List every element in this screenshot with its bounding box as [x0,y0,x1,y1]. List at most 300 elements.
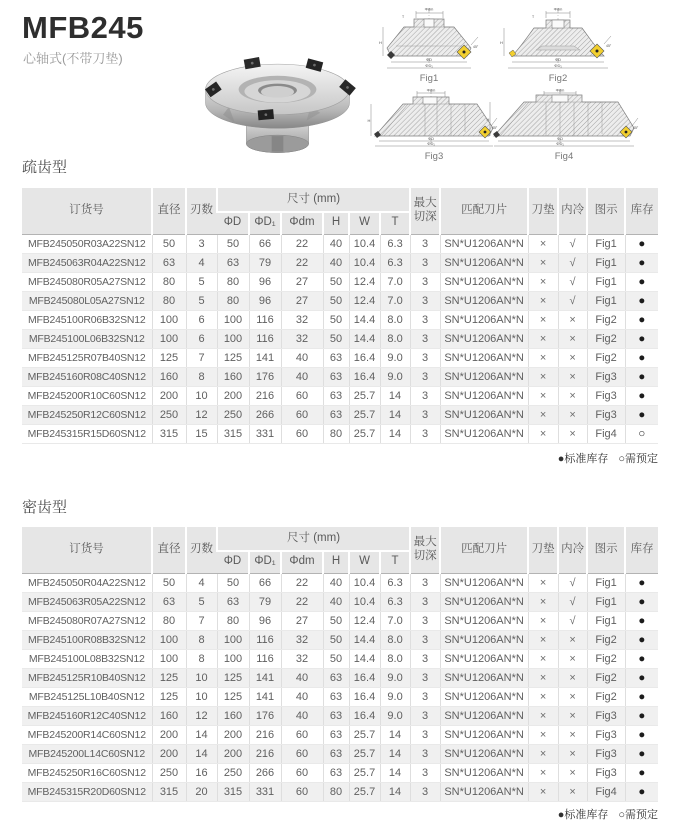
t-cell: 14 [380,782,410,801]
figure-ref-cell: Fig3 [587,744,625,763]
h-cell: 63 [323,405,349,424]
col-header-phi-dm: Φdm [281,551,323,573]
shim-cell: × [528,706,558,725]
diameter-cell: 80 [152,272,186,291]
section-title-coarse-pitch: 疏齿型 [22,159,68,176]
figure-ref-cell: Fig2 [587,348,625,367]
svg-text:Φdm: Φdm [424,6,434,12]
phi-d1-cell: 79 [249,253,281,272]
table-row [22,310,658,329]
phi-d1-cell: 331 [249,424,281,443]
phi-d-cell: 100 [217,630,249,649]
phi-d1-cell: 141 [249,687,281,706]
figure-ref-cell: Fig1 [587,272,625,291]
coolant-cell: × [558,348,587,367]
phi-d1-cell: 96 [249,611,281,630]
phi-d-cell: 63 [217,592,249,611]
shim-cell: × [528,386,558,405]
diameter-cell: 80 [152,611,186,630]
w-cell: 10.4 [349,592,380,611]
diameter-cell: 250 [152,405,186,424]
stock-cell: ● [625,611,658,630]
t-cell: 9.0 [380,367,410,386]
teeth-cell: 10 [186,687,217,706]
order-no-cell: MFB245063R04A22SN12 [22,253,152,272]
diameter-cell: 100 [152,649,186,668]
fig2-drawing [496,6,620,72]
max-depth-cell: 3 [410,630,440,649]
phi-d1-cell: 266 [249,405,281,424]
t-cell: 14 [380,744,410,763]
t-cell: 9.0 [380,687,410,706]
stock-cell: ● [625,253,658,272]
stock-cell: ● [625,272,658,291]
phi-d1-cell: 96 [249,272,281,291]
order-no-cell: MFB245315R15D60SN12 [22,424,152,443]
phi-d-cell: 315 [217,424,249,443]
svg-text:ΦD₁: ΦD₁ [556,141,564,146]
table-row [22,611,658,630]
col-header-phi-d1: ΦD₁ [249,551,281,573]
shim-cell: × [528,310,558,329]
phi-dm-cell: 60 [281,405,323,424]
w-cell: 14.4 [349,329,380,348]
teeth-cell: 6 [186,329,217,348]
h-cell: 50 [323,630,349,649]
table-row [22,367,658,386]
table-row [22,725,658,744]
phi-dm-cell: 32 [281,649,323,668]
table-row [22,386,658,405]
coolant-cell: √ [558,592,587,611]
teeth-cell: 20 [186,782,217,801]
phi-dm-cell: 22 [281,573,323,592]
col-header-t: T [380,551,410,573]
phi-dm-cell: 22 [281,234,323,253]
stock-cell: ● [625,744,658,763]
diameter-cell: 63 [152,592,186,611]
svg-text:H: H [500,40,503,45]
stock-cell: ● [625,630,658,649]
shim-cell: × [528,630,558,649]
col-header-t: T [380,212,410,234]
max-depth-cell: 3 [410,424,440,443]
max-depth-cell: 3 [410,706,440,725]
phi-d-cell: 50 [217,234,249,253]
coolant-cell: × [558,386,587,405]
max-depth-cell: 3 [410,611,440,630]
t-cell: 8.0 [380,630,410,649]
teeth-cell: 10 [186,668,217,687]
insert-cell: SN*U1206AN*N [440,592,528,611]
col-header-order-no: 订货号 [22,188,152,234]
col-header-teeth: 刃数 [186,188,217,234]
figure-caption-fig4: Fig4 [554,151,574,162]
phi-d-cell: 80 [217,291,249,310]
stock-cell: ● [625,763,658,782]
teeth-cell: 4 [186,573,217,592]
shim-cell: × [528,405,558,424]
insert-cell: SN*U1206AN*N [440,234,528,253]
phi-d1-cell: 116 [249,329,281,348]
diameter-cell: 250 [152,763,186,782]
phi-dm-cell: 60 [281,782,323,801]
phi-d-cell: 100 [217,310,249,329]
phi-d1-cell: 216 [249,744,281,763]
figure-ref-cell: Fig3 [587,367,625,386]
t-cell: 8.0 [380,649,410,668]
stock-cell: ● [625,310,658,329]
phi-d-cell: 80 [217,272,249,291]
max-depth-cell: 3 [410,405,440,424]
coolant-cell: × [558,630,587,649]
w-cell: 10.4 [349,573,380,592]
svg-text:45°: 45° [473,45,479,49]
shim-cell: × [528,234,558,253]
w-cell: 12.4 [349,291,380,310]
phi-d-cell: 100 [217,329,249,348]
stock-cell: ● [625,649,658,668]
shim-cell: × [528,272,558,291]
insert-cell: SN*U1206AN*N [440,367,528,386]
teeth-cell: 4 [186,253,217,272]
w-cell: 16.4 [349,348,380,367]
insert-cell: SN*U1206AN*N [440,668,528,687]
max-depth-cell: 3 [410,291,440,310]
order-no-cell: MFB245250R16C60SN12 [22,763,152,782]
figure-caption-fig1: Fig1 [419,73,439,84]
diameter-cell: 80 [152,291,186,310]
teeth-cell: 10 [186,386,217,405]
w-cell: 10.4 [349,234,380,253]
insert-cell: SN*U1206AN*N [440,725,528,744]
diameter-cell: 100 [152,329,186,348]
shim-cell: × [528,592,558,611]
diameter-cell: 50 [152,234,186,253]
col-header-shim: 刀垫 [528,188,558,234]
shim-cell: × [528,687,558,706]
teeth-cell: 8 [186,630,217,649]
figure-ref-cell: Fig2 [587,687,625,706]
h-cell: 63 [323,763,349,782]
max-depth-cell: 3 [410,348,440,367]
svg-text:45°: 45° [633,126,639,130]
coolant-cell: × [558,687,587,706]
stock-cell: ● [625,405,658,424]
phi-d1-cell: 116 [249,310,281,329]
h-cell: 63 [323,706,349,725]
w-cell: 25.7 [349,386,380,405]
t-cell: 8.0 [380,310,410,329]
col-header-teeth: 刃数 [186,527,217,573]
svg-text:ΦD: ΦD [556,136,564,141]
shim-cell: × [528,611,558,630]
h-cell: 40 [323,234,349,253]
shim-cell: × [528,744,558,763]
section-title-fine-pitch: 密齿型 [22,499,68,516]
phi-d-cell: 160 [217,367,249,386]
phi-d-cell: 160 [217,706,249,725]
t-cell: 7.0 [380,611,410,630]
phi-d1-cell: 176 [249,367,281,386]
w-cell: 16.4 [349,706,380,725]
figure-fig2 [494,6,622,84]
figure-ref-cell: Fig4 [587,424,625,443]
table-row [22,424,658,443]
phi-dm-cell: 60 [281,763,323,782]
figure-fig3 [364,88,504,162]
t-cell: 14 [380,405,410,424]
phi-d-cell: 200 [217,744,249,763]
shim-cell: × [528,668,558,687]
insert-cell: SN*U1206AN*N [440,782,528,801]
max-depth-cell: 3 [410,687,440,706]
h-cell: 40 [323,253,349,272]
order-no-cell: MFB245160R12C40SN12 [22,706,152,725]
order-no-cell: MFB245080R05A27SN12 [22,272,152,291]
col-header-coolant: 内冷 [558,527,587,573]
fig1-drawing [377,6,481,72]
svg-text:ΦD: ΦD [427,136,435,141]
shim-cell: × [528,763,558,782]
coolant-cell: × [558,367,587,386]
order-no-cell: MFB245100R08B32SN12 [22,630,152,649]
svg-text:Φdm: Φdm [555,88,565,93]
stock-cell: ● [625,592,658,611]
phi-d-cell: 250 [217,405,249,424]
t-cell: 7.0 [380,272,410,291]
order-no-cell: MFB245080L05A27SN12 [22,291,152,310]
phi-dm-cell: 60 [281,424,323,443]
phi-d1-cell: 216 [249,386,281,405]
phi-d-cell: 200 [217,725,249,744]
table-row [22,348,658,367]
h-cell: 63 [323,367,349,386]
max-depth-cell: 3 [410,253,440,272]
svg-text:T: T [402,15,405,19]
max-depth-cell: 3 [410,592,440,611]
phi-d-cell: 63 [217,253,249,272]
insert-cell: SN*U1206AN*N [440,310,528,329]
t-cell: 14 [380,424,410,443]
stock-cell: ● [625,234,658,253]
svg-text:H: H [367,118,371,123]
phi-d1-cell: 96 [249,291,281,310]
phi-dm-cell: 40 [281,348,323,367]
phi-dm-cell: 60 [281,744,323,763]
stock-cell: ● [625,367,658,386]
t-cell: 6.3 [380,573,410,592]
phi-d1-cell: 331 [249,782,281,801]
phi-d1-cell: 176 [249,706,281,725]
max-depth-cell: 3 [410,573,440,592]
col-header-w: W [349,212,380,234]
order-no-cell: MFB245100L08B32SN12 [22,649,152,668]
h-cell: 40 [323,573,349,592]
h-cell: 80 [323,424,349,443]
w-cell: 16.4 [349,668,380,687]
teeth-cell: 8 [186,649,217,668]
w-cell: 25.7 [349,782,380,801]
legend-standard-stock: ●标准库存 [557,453,609,465]
order-no-cell: MFB245080R07A27SN12 [22,611,152,630]
stock-cell: ● [625,291,658,310]
phi-dm-cell: 40 [281,706,323,725]
phi-d1-cell: 141 [249,348,281,367]
col-header-w: W [349,551,380,573]
svg-text:45°: 45° [492,126,498,130]
phi-d1-cell: 116 [249,630,281,649]
phi-d-cell: 200 [217,386,249,405]
col-header-figure: 图示 [587,188,625,234]
order-no-cell: MFB245125L10B40SN12 [22,687,152,706]
w-cell: 25.7 [349,424,380,443]
insert-cell: SN*U1206AN*N [440,348,528,367]
col-header-h: H [323,212,349,234]
h-cell: 50 [323,291,349,310]
teeth-cell: 6 [186,310,217,329]
phi-dm-cell: 27 [281,611,323,630]
col-header-max-depth: 最大切深 [410,527,440,573]
phi-d1-cell: 141 [249,668,281,687]
table-row [22,291,658,310]
col-header-shim: 刀垫 [528,527,558,573]
order-no-cell: MFB245050R03A22SN12 [22,234,152,253]
col-header-size-group: 尺寸 (mm) [217,527,410,551]
diameter-cell: 200 [152,725,186,744]
teeth-cell: 7 [186,611,217,630]
teeth-cell: 5 [186,291,217,310]
h-cell: 50 [323,649,349,668]
insert-cell: SN*U1206AN*N [440,649,528,668]
order-no-cell: MFB245200R10C60SN12 [22,386,152,405]
phi-d-cell: 125 [217,348,249,367]
max-depth-cell: 3 [410,310,440,329]
max-depth-cell: 3 [410,649,440,668]
diameter-cell: 100 [152,630,186,649]
insert-cell: SN*U1206AN*N [440,763,528,782]
max-depth-cell: 3 [410,386,440,405]
stock-legend [22,806,658,822]
w-cell: 25.7 [349,725,380,744]
phi-d1-cell: 66 [249,234,281,253]
coarse-pitch-table [22,188,658,444]
shim-cell: × [528,291,558,310]
h-cell: 63 [323,668,349,687]
diameter-cell: 200 [152,386,186,405]
phi-dm-cell: 32 [281,630,323,649]
svg-text:ΦD₁: ΦD₁ [554,63,562,68]
phi-d-cell: 315 [217,782,249,801]
t-cell: 9.0 [380,348,410,367]
teeth-cell: 12 [186,706,217,725]
diameter-cell: 63 [152,253,186,272]
figure-ref-cell: Fig4 [587,782,625,801]
shim-cell: × [528,348,558,367]
order-no-cell: MFB245100R06B32SN12 [22,310,152,329]
insert-cell: SN*U1206AN*N [440,424,528,443]
phi-dm-cell: 40 [281,367,323,386]
order-no-cell: MFB245125R07B40SN12 [22,348,152,367]
w-cell: 16.4 [349,367,380,386]
figure-caption-fig3: Fig3 [424,151,444,162]
teeth-cell: 16 [186,763,217,782]
shim-cell: × [528,782,558,801]
product-image [190,44,365,164]
col-header-stock: 库存 [625,188,658,234]
diameter-cell: 100 [152,310,186,329]
phi-dm-cell: 60 [281,386,323,405]
h-cell: 50 [323,329,349,348]
figure-ref-cell: Fig3 [587,386,625,405]
coolant-cell: √ [558,253,587,272]
col-header-order-no: 订货号 [22,527,152,573]
diameter-cell: 315 [152,782,186,801]
order-no-cell: MFB245200R14C60SN12 [22,725,152,744]
max-depth-cell: 3 [410,668,440,687]
teeth-cell: 15 [186,424,217,443]
max-depth-cell: 3 [410,329,440,348]
figure-ref-cell: Fig2 [587,630,625,649]
table-row [22,405,658,424]
stock-cell: ● [625,573,658,592]
phi-dm-cell: 22 [281,592,323,611]
figure-ref-cell: Fig3 [587,405,625,424]
t-cell: 6.3 [380,592,410,611]
face-mill-cutter-render [190,44,365,164]
coolant-cell: × [558,744,587,763]
insert-cell: SN*U1206AN*N [440,386,528,405]
coolant-cell: × [558,668,587,687]
figure-caption-fig2: Fig2 [548,73,568,84]
w-cell: 10.4 [349,253,380,272]
h-cell: 50 [323,310,349,329]
legend-preorder: ○需预定 [618,809,658,821]
page-title: MFB245 [22,10,144,45]
order-no-cell: MFB245250R12C60SN12 [22,405,152,424]
teeth-cell: 8 [186,367,217,386]
fig3-drawing [367,88,501,150]
insert-cell: SN*U1206AN*N [440,611,528,630]
svg-text:Φdm: Φdm [553,6,563,12]
teeth-cell: 5 [186,272,217,291]
order-no-cell: MFB245100L06B32SN12 [22,329,152,348]
col-header-figure: 图示 [587,527,625,573]
figure-ref-cell: Fig1 [587,573,625,592]
t-cell: 8.0 [380,329,410,348]
teeth-cell: 14 [186,725,217,744]
diameter-cell: 160 [152,367,186,386]
w-cell: 14.4 [349,310,380,329]
t-cell: 14 [380,386,410,405]
figure-ref-cell: Fig3 [587,763,625,782]
h-cell: 63 [323,687,349,706]
teeth-cell: 14 [186,744,217,763]
teeth-cell: 3 [186,234,217,253]
h-cell: 80 [323,782,349,801]
stock-cell: ● [625,348,658,367]
phi-d-cell: 125 [217,687,249,706]
coolant-cell: × [558,405,587,424]
col-header-stock: 库存 [625,527,658,573]
phi-dm-cell: 40 [281,687,323,706]
t-cell: 6.3 [380,253,410,272]
insert-cell: SN*U1206AN*N [440,706,528,725]
table-row [22,253,658,272]
coolant-cell: × [558,725,587,744]
col-header-insert: 匹配刀片 [440,527,528,573]
insert-cell: SN*U1206AN*N [440,744,528,763]
